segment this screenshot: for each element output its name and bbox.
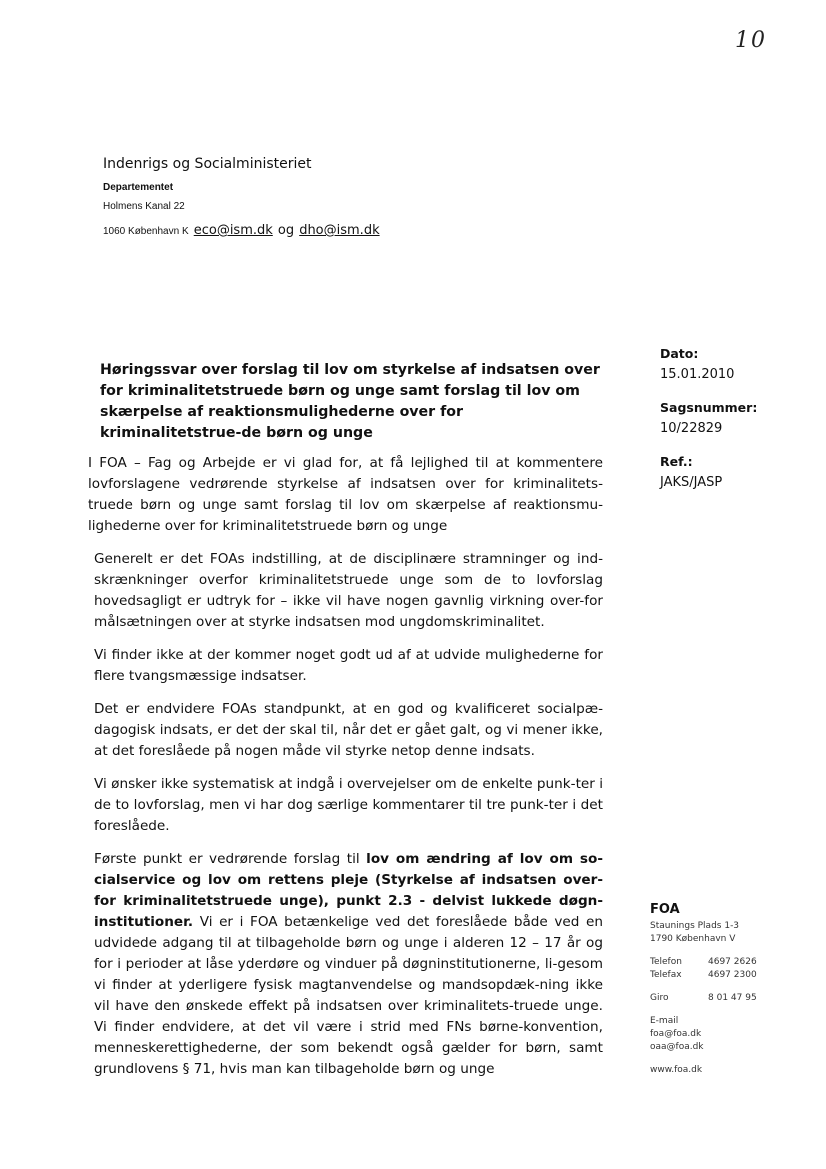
- date-label: Dato:: [660, 346, 699, 361]
- recipient-email-2[interactable]: dho@ism.dk: [299, 223, 380, 238]
- recipient-city-line: [103, 219, 523, 238]
- body-paragraph-1: I FOA – Fag og Arbejde er vi glad for, at få lejlighed til at kommentere lovforslagene vedrørende styrkelse af indsatsen over for kriminalitets-truede børn og unge samt forslag til lov om skærpelse af reaktionsmu-lighederne over for kriminalitetstruede børn og unge: [88, 455, 603, 534]
- letter-subject: Høringssvar over forslag til lov om styrkelse af indsatsen over for kriminalitetstruede børn og unge samt forslag til lov om skærpelse af reaktionsmulighederne over for kriminalitetstrue-de børn og unge: [100, 362, 600, 441]
- sender-city: 1790 København V: [650, 934, 736, 944]
- sender-website[interactable]: www.foa.dk: [650, 1065, 703, 1075]
- recipient-email-separator: og: [277, 223, 295, 238]
- sender-info: [650, 903, 800, 1077]
- case-number-value: 10/22829: [660, 421, 723, 436]
- sender-giro-row: [650, 992, 800, 1005]
- letter-metadata: [660, 346, 800, 508]
- recipient-ministry: Indenrigs og Socialministeriet: [103, 156, 312, 172]
- fax-value: 4697 2300: [708, 970, 757, 980]
- recipient-street: Holmens Kanal 22: [103, 201, 185, 212]
- paragraph-6-text: Vi er i FOA betænkelige ved det foreslåede både ved en udvidede adgang til at tilbageholde børn og unge i alderen 12 – 17 år og for i perioder at låse yderdøre og vinduer på døgninstitutionerne, li-gesom vi finder at yderligere fysisk magtanvendelse og mandsopdæk-ning ikke vil have den ønskede effekt på indsatsen over kriminalitets-truede unge. Vi finder endvidere, at det vil være i strid med FNs børne-konvention, menneskerettighederne, der som bekendt også gælder for børn, samt grundlovens § 71, hvis man kan tilbageholde børn og unge: [94, 914, 603, 1077]
- page-number: 10: [735, 28, 767, 53]
- paragraph-6-law-title: lov om ændring af lov om so-cialservice og lov om rettens pleje (Styrkelse af indsatsen over-for kriminalitetstruede unge), punkt 2.3 - delvist lukkede døgn-institutioner.: [94, 851, 603, 930]
- recipient-address: [103, 155, 523, 238]
- body-paragraph-4: Det er endvidere FOAs standpunkt, at en god og kvalificeret socialpæ-dagogisk indsats, er det der skal til, når det er gået galt, og vi mener ikke, at det foreslåede på nogen måde vil styrke netop denne indsats.: [94, 701, 603, 759]
- giro-value: 8 01 47 95: [708, 993, 757, 1003]
- case-number-label: Sagsnummer:: [660, 400, 758, 415]
- paragraph-6-intro: Første punkt er vedrørende forslag til: [94, 851, 367, 867]
- sender-street: Staunings Plads 1-3: [650, 921, 740, 931]
- recipient-city: 1060 København K: [103, 226, 189, 237]
- sender-name: FOA: [650, 902, 680, 917]
- sender-phone-row: [650, 956, 800, 969]
- fax-label: Telefax: [650, 970, 682, 980]
- phone-label: Telefon: [650, 957, 682, 967]
- reference-label: Ref.:: [660, 454, 693, 469]
- giro-label: Giro: [650, 993, 669, 1003]
- email-label: E-mail: [650, 1016, 679, 1026]
- sender-email-2[interactable]: oaa@foa.dk: [650, 1042, 704, 1052]
- recipient-email-1[interactable]: eco@ism.dk: [193, 223, 273, 238]
- body-paragraph-2: Generelt er det FOAs indstilling, at de disciplinære stramninger og ind-skrænkninger overfor kriminalitetstruede unge som de to lovforslag hovedsagligt er udtryk for – ikke vil have nogen gavnlig virkning over-for målsætningen over at styrke indsatsen mod ungdomskriminalitet.: [94, 551, 603, 630]
- body-paragraph-6: [88, 849, 603, 1080]
- body-paragraph-5: Vi ønsker ikke systematisk at indgå i overvejelser om de enkelte punk-ter i de to lovforslag, men vi har dog særlige kommentarer til tre punk-ter i det foreslåede.: [94, 776, 603, 834]
- reference-value: JAKS/JASP: [660, 475, 723, 490]
- sender-fax-row: [650, 969, 800, 982]
- letter-body: [88, 453, 603, 1092]
- date-value: 15.01.2010: [660, 367, 735, 382]
- recipient-department: Departementet: [103, 182, 174, 193]
- sender-email-1[interactable]: foa@foa.dk: [650, 1029, 702, 1039]
- phone-value: 4697 2626: [708, 957, 757, 967]
- body-paragraph-3: Vi finder ikke at der kommer noget godt ud af at udvide mulighederne for flere tvangsmæssige indsatser.: [94, 647, 603, 684]
